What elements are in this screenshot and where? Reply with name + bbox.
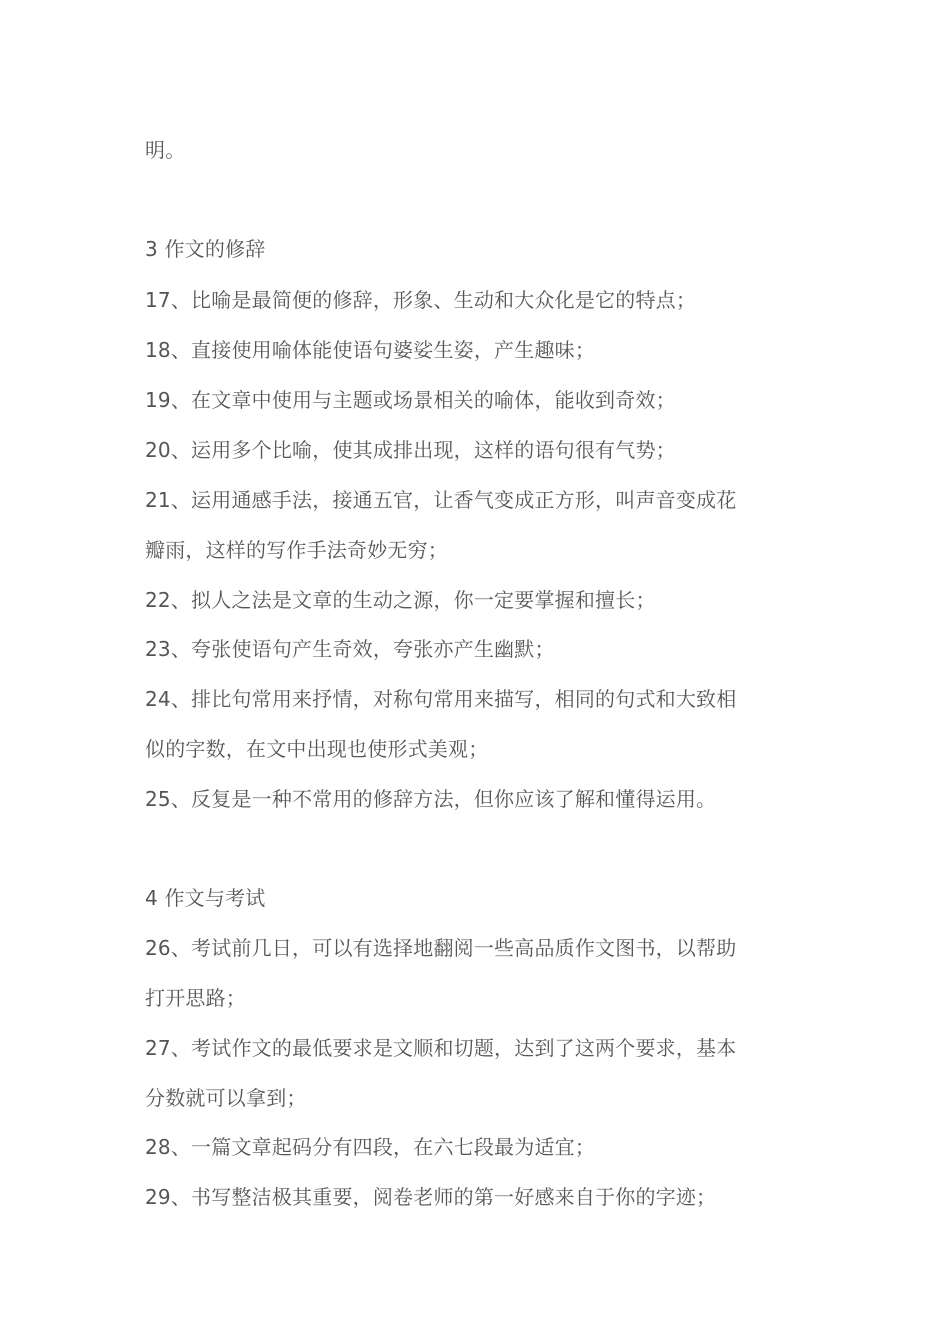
tip-29: 29、书写整洁极其重要，阅卷老师的第一好感来自于你的字迹； [145, 1185, 717, 1209]
tip-18: 18、直接使用喻体能使语句婆娑生姿，产生趣味； [145, 338, 596, 362]
tip-22: 22、拟人之法是文章的生动之源，你一定要掌握和擅长； [145, 588, 656, 612]
tip-26-line-2: 打开思路； [145, 986, 246, 1010]
tip-25: 25、反复是一种不常用的修辞方法，但你应该了解和懂得运用。 [145, 787, 717, 811]
tip-20: 20、运用多个比喻，使其成排出现，这样的语句很有气势； [145, 438, 676, 462]
section-3-heading: 3 作文的修辞 [145, 237, 266, 261]
tip-28: 28、一篇文章起码分有四段，在六七段最为适宜； [145, 1135, 596, 1159]
tip-19: 19、在文章中使用与主题或场景相关的喻体，能收到奇效； [145, 388, 676, 412]
tip-21-line-2: 瓣雨，这样的写作手法奇妙无穷； [145, 538, 448, 562]
section-4-heading: 4 作文与考试 [145, 886, 266, 910]
tip-27-line-1: 27、考试作文的最低要求是文顺和切题，达到了这两个要求，基本 [145, 1036, 737, 1060]
tip-27-line-2: 分数就可以拿到； [145, 1086, 307, 1110]
tip-26-line-1: 26、考试前几日，可以有选择地翻阅一些高品质作文图书，以帮助 [145, 936, 737, 960]
tip-23: 23、夸张使语句产生奇效，夸张亦产生幽默； [145, 637, 555, 661]
tip-24-line-2: 似的字数，在文中出现也使形式美观； [145, 737, 489, 761]
tip-24-line-1: 24、排比句常用来抒情，对称句常用来描写，相同的句式和大致相 [145, 687, 737, 711]
tip-21-line-1: 21、运用通感手法，接通五官，让香气变成正方形，叫声音变成花 [145, 488, 737, 512]
previous-paragraph-ending: 明。 [145, 138, 186, 162]
tip-17: 17、比喻是最简便的修辞，形象、生动和大众化是它的特点； [145, 288, 697, 312]
